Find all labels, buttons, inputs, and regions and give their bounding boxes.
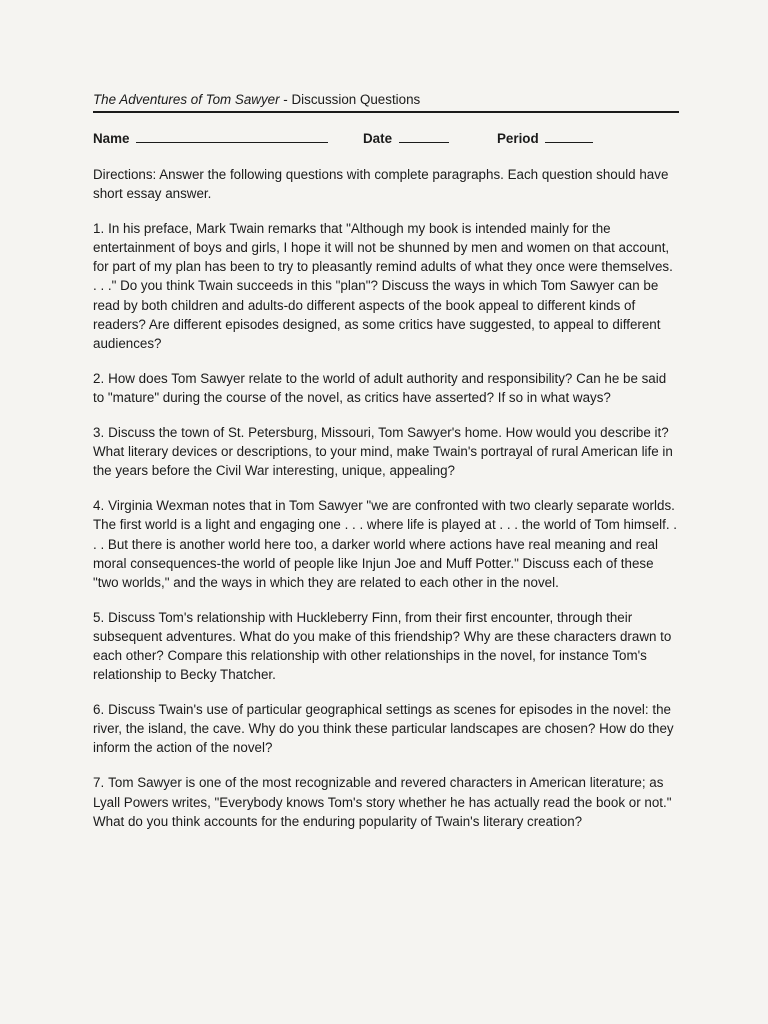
date-label: Date: [363, 131, 393, 146]
date-field: [363, 129, 449, 146]
question-number: 1.: [93, 221, 105, 237]
question-number: 7.: [93, 775, 105, 791]
student-info-fields: [93, 129, 679, 151]
question-3: [93, 423, 679, 480]
question-number: 5.: [93, 609, 105, 625]
name-blank-line[interactable]: [136, 129, 328, 143]
book-title: The Adventures of Tom Sawyer: [93, 92, 280, 107]
directions-text: Directions: Answer the following questions with complete paragraphs. Each question should have short essay answer.: [93, 167, 669, 202]
question-7: [93, 773, 679, 830]
question-text: Virginia Wexman notes that in Tom Sawyer "we are confronted with two clearly separate worlds. The first world is a light and engaging one . . . where life is played at . . . the world of Tom himself. . . . But there is another world here too, a darker world where actions have real meaning and real moral consequences-the world of people like Injun Joe and Muff Potter." Discuss each of these "two worlds," and the ways in which they are related to each other in the novel.: [93, 498, 678, 590]
question-text: Discuss the town of St. Petersburg, Missouri, Tom Sawyer's home. How would you describe it? What literary devices or descriptions, to your mind, make Twain's portrayal of rural American life in the years before the Civil War interesting, unique, appealing?: [93, 425, 673, 479]
title-separator: -: [279, 92, 292, 107]
question-text: Discuss Tom's relationship with Huckleberry Finn, from their first encounter, through their subsequent adventures. What do you make of this friendship? Why are these characters drawn to each other? Compare this relationship with other relationships in the novel, for instance Tom's relationship to Becky Thatcher.: [93, 609, 672, 683]
worksheet-header: [93, 90, 679, 113]
question-number: 4.: [93, 498, 105, 514]
question-text: Discuss Twain's use of particular geographical settings as scenes for episodes in the novel: the river, the island, the cave. Why do you think these particular landscapes are chosen? How do they inform the action of the novel?: [93, 702, 674, 756]
question-number: 6.: [93, 702, 105, 718]
period-field: [497, 129, 593, 146]
question-4: [93, 496, 679, 591]
question-text: In his preface, Mark Twain remarks that "Although my book is intended mainly for the entertainment of boys and girls, I hope it will not be shunned by men and women on that account, for part of my plan has been to try to pleasantly remind adults of what they once were themselves. . . ." Do you think Twain succeeds in this "plan"? Discuss the ways in which Tom Sawyer can be read by both children and adults-do different aspects of the book appeal to different kinds of readers? Are different episodes designed, as some critics have suggested, to appeal to different audiences?: [93, 221, 673, 351]
worksheet-subtitle: Discussion Questions: [291, 92, 421, 107]
date-blank-line[interactable]: [399, 129, 449, 143]
question-number: 2.: [93, 370, 105, 386]
question-text: How does Tom Sawyer relate to the world of adult authority and responsibility? Can he be said to "mature" during the course of the novel, as critics have asserted? If so in what ways?: [93, 370, 667, 405]
question-6: [93, 700, 679, 757]
question-1: [93, 219, 679, 353]
period-label: Period: [497, 131, 539, 146]
name-label: Name: [93, 131, 130, 146]
question-2: [93, 369, 679, 407]
name-field: [93, 129, 328, 146]
question-number: 3.: [93, 425, 105, 441]
question-5: [93, 608, 679, 684]
question-text: Tom Sawyer is one of the most recognizable and revered characters in American literature; as Lyall Powers writes, "Everybody knows Tom's story whether he has actually read the book or not." What do you think accounts for the enduring popularity of Twain's literary creation?: [93, 775, 672, 829]
worksheet-body: [93, 165, 679, 847]
period-blank-line[interactable]: [545, 129, 593, 143]
